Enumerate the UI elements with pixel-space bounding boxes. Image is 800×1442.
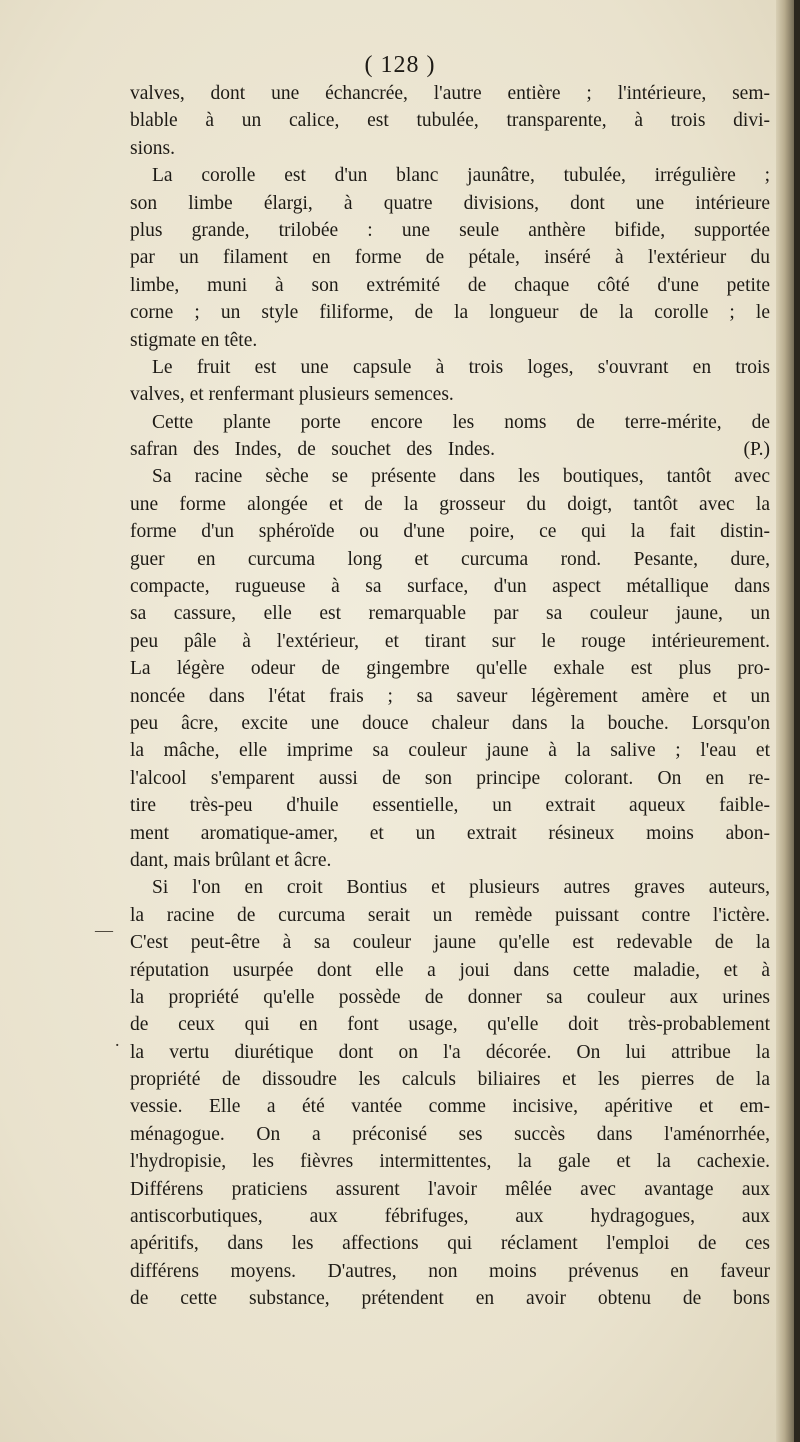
text-line: peu pâle à l'extérieur, et tirant sur le rouge intérieurement. [130,630,770,652]
text-line: valves, dont une échancrée, l'autre entière ; l'intérieure, sem- [130,83,770,104]
text-line: guer en curcuma long et curcuma rond. Pesante, dure, [130,548,770,570]
text-line: Si l'on en croit Bontius et plusieurs autres graves auteurs, [152,877,770,899]
text-line: valves, et renfermant plusieurs semences. [130,384,454,406]
text-line: antiscorbutiques, aux fébrifuges, aux hydragogues, aux [130,1206,770,1228]
page-number: ( 128 ) [364,52,436,78]
text-line: propriété de dissoudre les calculs biliaires et les pierres de la [130,1069,770,1091]
text-line: la propriété qu'elle possède de donner sa couleur aux urines [130,986,770,1008]
text-line: la mâche, elle imprime sa couleur jaune à la salive ; l'eau et [130,740,770,762]
margin-mark-dot: . [115,1030,120,1050]
text-line: limbe, muni à son extrémité de chaque côté d'une petite [130,274,770,296]
text-line: forme d'un sphéroïde ou d'une poire, ce qui la fait distin- [130,521,770,543]
text-line: peu âcre, excite une douce chaleur dans la bouche. Lorsqu'on [130,712,770,734]
text-line: stigmate en tête. [130,329,258,351]
text-line: la vertu diurétique dont on l'a décorée. On lui attribue la [130,1041,770,1063]
text-line: de cette substance, prétendent en avoir obtenu de bons [130,1288,770,1310]
text-line: dant, mais brûlant et âcre. [130,849,332,871]
page-binding-edge [794,0,800,1442]
text-line: safran des Indes, de souchet des Indes. (P.) [130,439,770,461]
text-line: compacte, rugueuse à sa surface, d'un aspect métallique dans [130,576,770,598]
text-line: Le fruit est une capsule à trois loges, s'ouvrant en trois [152,356,770,378]
text-line: Sa racine sèche se présente dans les boutiques, tantôt avec [152,466,770,488]
text-line: Cette plante porte encore les noms de terre-mérite, de [152,411,770,433]
text-line: la racine de curcuma serait un remède puissant contre l'ictère. [130,904,770,926]
text-line: corne ; un style filiforme, de la longueur de la corolle ; le [130,302,770,324]
text-line: tire très-peu d'huile essentielle, un extrait aqueux faible- [130,795,770,817]
text-line: une forme alongée et de la grosseur du doigt, tantôt avec la [130,493,770,515]
text-line: l'alcool s'emparent aussi de son principe colorant. On en re- [130,767,770,789]
text-line: blable à un calice, est tubulée, transparente, à trois divi- [130,110,770,132]
text-line: C'est peut-être à sa couleur jaune qu'elle est redevable de la [130,932,770,954]
text-line: de ceux qui en font usage, qu'elle doit très-probablement [130,1014,770,1036]
text-line: La corolle est d'un blanc jaunâtre, tubulée, irrégulière ; [152,165,770,187]
text-line: apéritifs, dans les affections qui réclament l'emploi de ces [130,1233,770,1255]
text-line: plus grande, trilobée : une seule anthère bifide, supportée [130,219,770,241]
text-line: La légère odeur de gingembre qu'elle exhale est plus pro- [130,658,770,680]
text-line: sa cassure, elle est remarquable par sa couleur jaune, un [130,603,770,625]
text-line: vessie. Elle a été vantée comme incisive, apéritive et em- [130,1096,770,1118]
text-line: ménagogue. On a préconisé ses succès dans l'aménorrhée, [130,1123,770,1145]
margin-mark-dash: — [95,920,113,940]
text-line: son limbe élargi, à quatre divisions, dont une intérieure [130,192,770,214]
text-line: par un filament en forme de pétale, inséré à l'extérieur du [130,247,770,269]
text-line: différens moyens. D'autres, non moins prévenus en faveur [130,1260,770,1282]
body-text [130,80,770,1313]
text-line: sions. [130,137,175,159]
text-line: Différens praticiens assurent l'avoir mêlée avec avantage aux [130,1178,770,1200]
text-line: réputation usurpée dont elle a joui dans cette maladie, et à [130,959,770,981]
text-line: l'hydropisie, les fièvres intermittentes, la gale et la cachexie. [130,1151,770,1173]
text-line: ment aromatique-amer, et un extrait résineux moins abon- [130,822,770,844]
text-line: noncée dans l'état frais ; sa saveur légèrement amère et un [130,685,770,707]
